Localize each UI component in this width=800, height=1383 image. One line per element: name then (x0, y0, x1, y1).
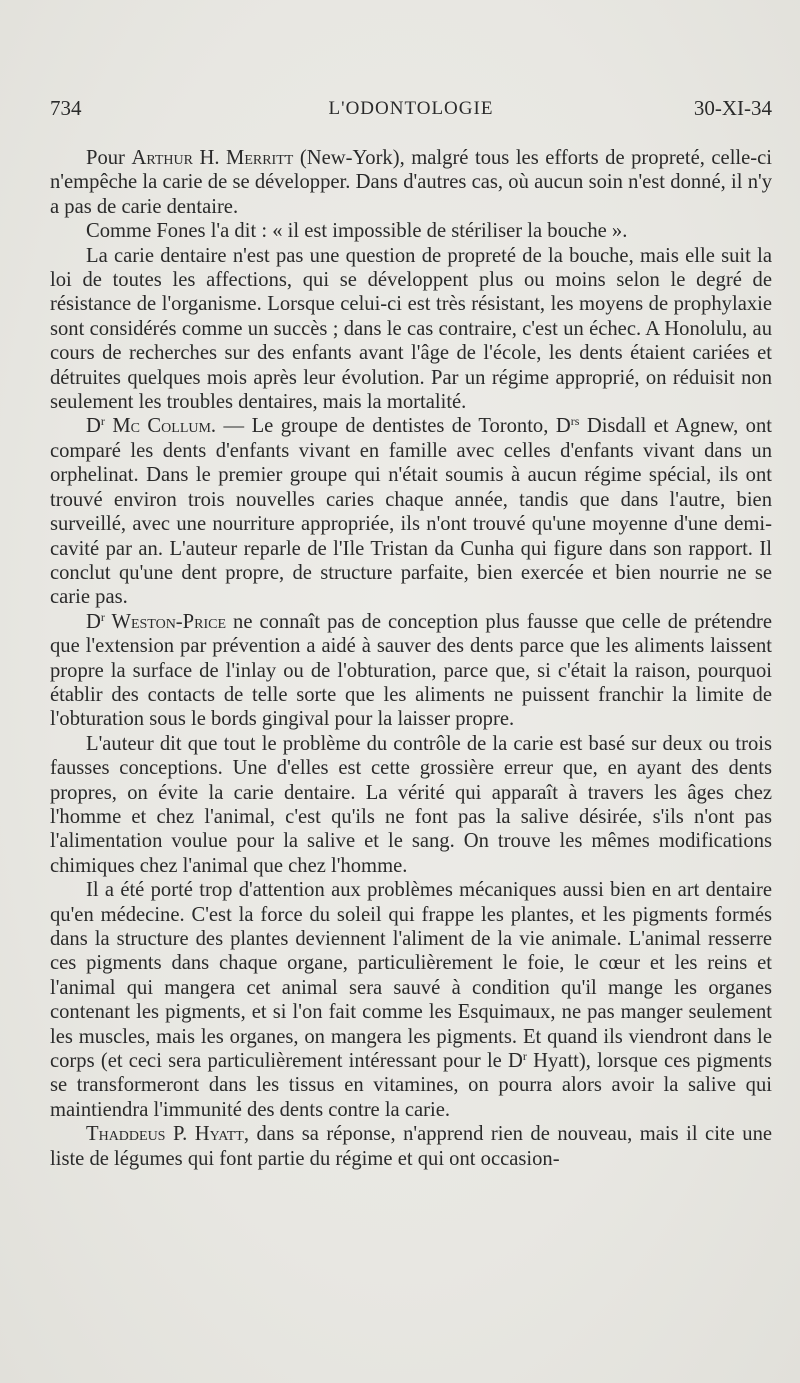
paragraph-text: — Le groupe de dentistes de Toronto, D (216, 415, 571, 438)
article-body (50, 146, 772, 1171)
paragraph-lead: Pour (86, 147, 132, 169)
paragraph-text: , dans sa réponse, n'apprend rien de nouveau, mais il cite une liste de légumes qui font partie du régime et qui ont occasion- (50, 1123, 773, 1170)
paragraph-text: ne connaît pas de conception plus fausse que celle de prétendre que l'extension par prévention a aidé à sauver des dents parce que les aliments laissent propre la surface de l'inlay ou de l'obturation, parce que, si c'était la raison, pourquoi établir des contacts de telle sorte que les aliments ne puissent franchir la limite de l'obturation sous le bords gingival pour la laisser propre. (50, 610, 772, 731)
author-name-hyatt: Thaddeus P. Hyatt (86, 1123, 244, 1146)
paragraph-text: Hyatt), lorsque ces pigments se transformeront dans les tissus en vitamines, on pourra alors avoir la salive qui maintiendra l'immunité des dents contre la carie. (50, 1050, 773, 1121)
paragraph-fones-quote: Comme Fones l'a dit : « il est impossible de stériliser la bouche ». (86, 220, 628, 243)
paragraph-carie-resistance: La carie dentaire n'est pas une question de propreté de la bouche, mais elle suit la loi de toutes les affections, qui se développent plus ou moins selon le degré de résistance de l'organisme. Lorsque celui-ci est très résistant, les moyens de prophylaxie sont considérés comme un succès ; dans le cas contraire, c'est un échec. A Honolulu, au cours de recherches sur des enfants avant l'âge de l'école, les dents étaient cariées et détruites quelques mois après leur évolution. Par un régime approprié, on réduisit non seulement les troubles dentaires, mais la mortalité. (50, 244, 772, 414)
paragraph-weston-price (50, 610, 772, 732)
paragraph-text: (New-York), malgré tous les efforts de propreté, celle-ci n'empêche la carie de se développer. Dans d'autres cas, où aucun soin n'est donné, il n'y a pas de carie dentaire. (50, 147, 772, 218)
title-sup: r (522, 1049, 527, 1064)
title-sup: rs (570, 414, 580, 429)
paragraph-text: Disdall et Agnew, ont comparé les dents d'enfants vivant en famille avec celles d'enfants vivant dans un orphelinat. Dans le premier groupe qui n'était soumis à aucun régime spécial, ils ont trouvé environ trois nouvelles caries chaque année, tandis que dans l'autre, bien surveillé, avec une nourriture appropriée, ils n'ont trouvé qu'une moyenne d'une demi-cavité par an. L'auteur reparle de l'Ile Tristan da Cunha qui figure dans son rapport. Il conclut qu'une dent propre, de structure parfaite, bien exercée et bien nourrie ne se carie pas. (50, 415, 772, 609)
title-sup: r (100, 414, 105, 429)
paragraph-text: Il a été porté trop d'attention aux problèmes mécaniques aussi bien en art dentaire qu'en médecine. C'est la force du soleil qui frappe les plantes, et les pigments formés dans la structure des plantes deviennent l'aliment de la vie animale. L'animal resserre ces pigments dans chaque organe, particulièrement le foie, le cœur et les reins et l'animal qui mangera cet animal sera sauvé à condition qu'il mange les organes contenant les pigments, et si l'on fait comme les Esquimaux, ne pas manger seulement les muscles, mais les organes, on mangera les pigments. Et quand ils viendront dans le corps (et ceci sera particulièrement intéressant pour le D (50, 879, 772, 1073)
paragraph-pigments (50, 878, 772, 1122)
paragraph-hyatt (50, 1122, 772, 1171)
title-dr: D (86, 610, 101, 633)
title-sup: r (100, 609, 105, 624)
journal-title: L'ODONTOLOGIE (328, 98, 494, 119)
running-header (50, 96, 772, 128)
title-dr: D (86, 415, 101, 438)
paragraph-mc-collum (50, 414, 772, 609)
paragraph-merritt (50, 146, 772, 219)
author-name-mc-collum: Mc Collum. (104, 415, 217, 438)
paragraph-fausses-conceptions: L'auteur dit que tout le problème du contrôle de la carie est basé sur deux ou trois fausses conceptions. Une d'elles est cette grossière erreur que, en ayant des dents propres, on évite la carie dentaire. La vérité qui apparaît à travers les âges chez l'homme et chez l'animal, c'est qu'ils ne font pas la salive désirée, s'ils n'ont pas l'alimentation voulue pour la salive et le sang. On trouve les mêmes modifications chimiques chez l'animal que chez l'homme. (50, 732, 772, 877)
author-name-merritt: Arthur H. Merritt (131, 147, 294, 169)
page-number: 734 (50, 96, 82, 120)
issue-date: 30-XI-34 (693, 96, 772, 120)
author-name-weston-price: Weston-Price (104, 610, 227, 633)
